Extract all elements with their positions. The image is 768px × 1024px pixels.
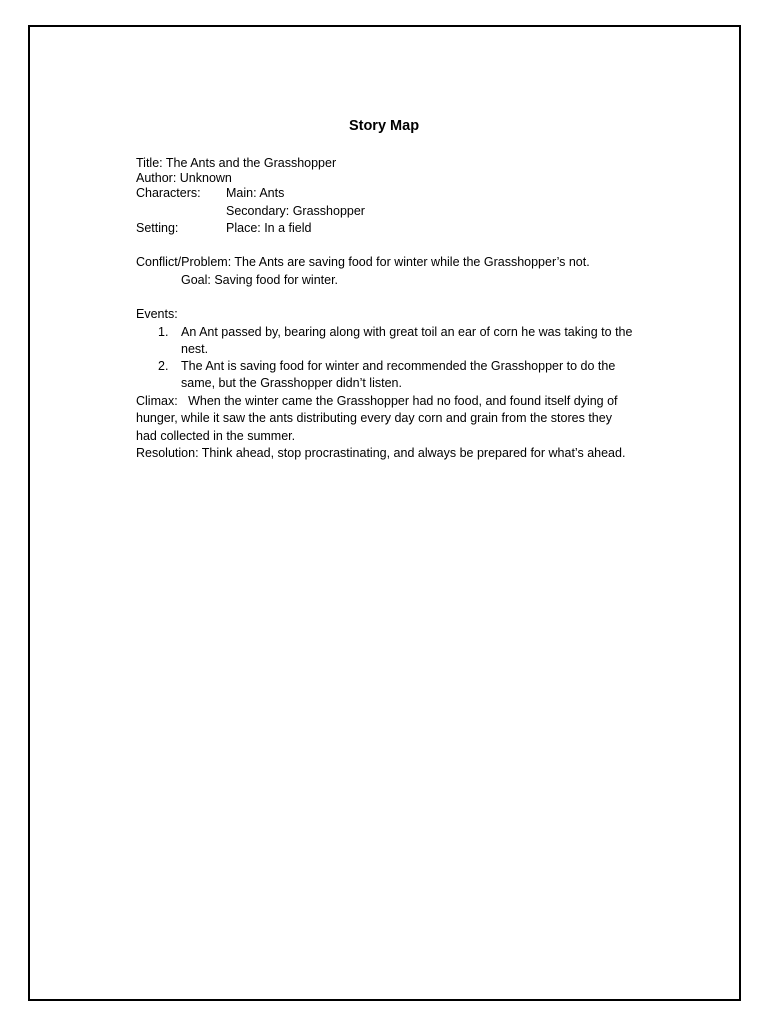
- resolution-line: Resolution: Think ahead, stop procrastinating, and always be prepared for what’s ahead.: [136, 446, 626, 460]
- goal-line: Goal: Saving food for winter.: [181, 273, 339, 287]
- events-label: Events:: [136, 307, 178, 321]
- event-number: 1.: [158, 325, 169, 339]
- conflict-line: Conflict/Problem: The Ants are saving food for winter while the Grasshopper’s not.: [136, 255, 590, 269]
- event-text: The Ant is saving food for winter and recommended the Grasshopper to do the same, but the Grasshopper didn’t listen.: [181, 359, 616, 391]
- characters-label: Characters:: [136, 186, 201, 200]
- setting-place: Place: In a field: [226, 221, 312, 235]
- page-border: [28, 25, 741, 1001]
- characters-main: Main: Ants: [226, 186, 285, 200]
- event-text: An Ant passed by, bearing along with great toil an ear of corn he was taking to the nest.: [181, 325, 633, 357]
- author-line: Author: Unknown: [136, 171, 232, 185]
- event-number: 2.: [158, 359, 169, 373]
- document-title: Story Map: [348, 118, 420, 134]
- climax-paragraph: Climax: When the winter came the Grasshopper had no food, and found itself dying of hunger, while it saw the ants distributing every day corn and grain from the stores they had collected in the summer.: [136, 394, 618, 443]
- story-title-line: Title: The Ants and the Grasshopper: [136, 156, 337, 170]
- characters-secondary: Secondary: Grasshopper: [226, 204, 365, 218]
- setting-label: Setting:: [136, 221, 179, 235]
